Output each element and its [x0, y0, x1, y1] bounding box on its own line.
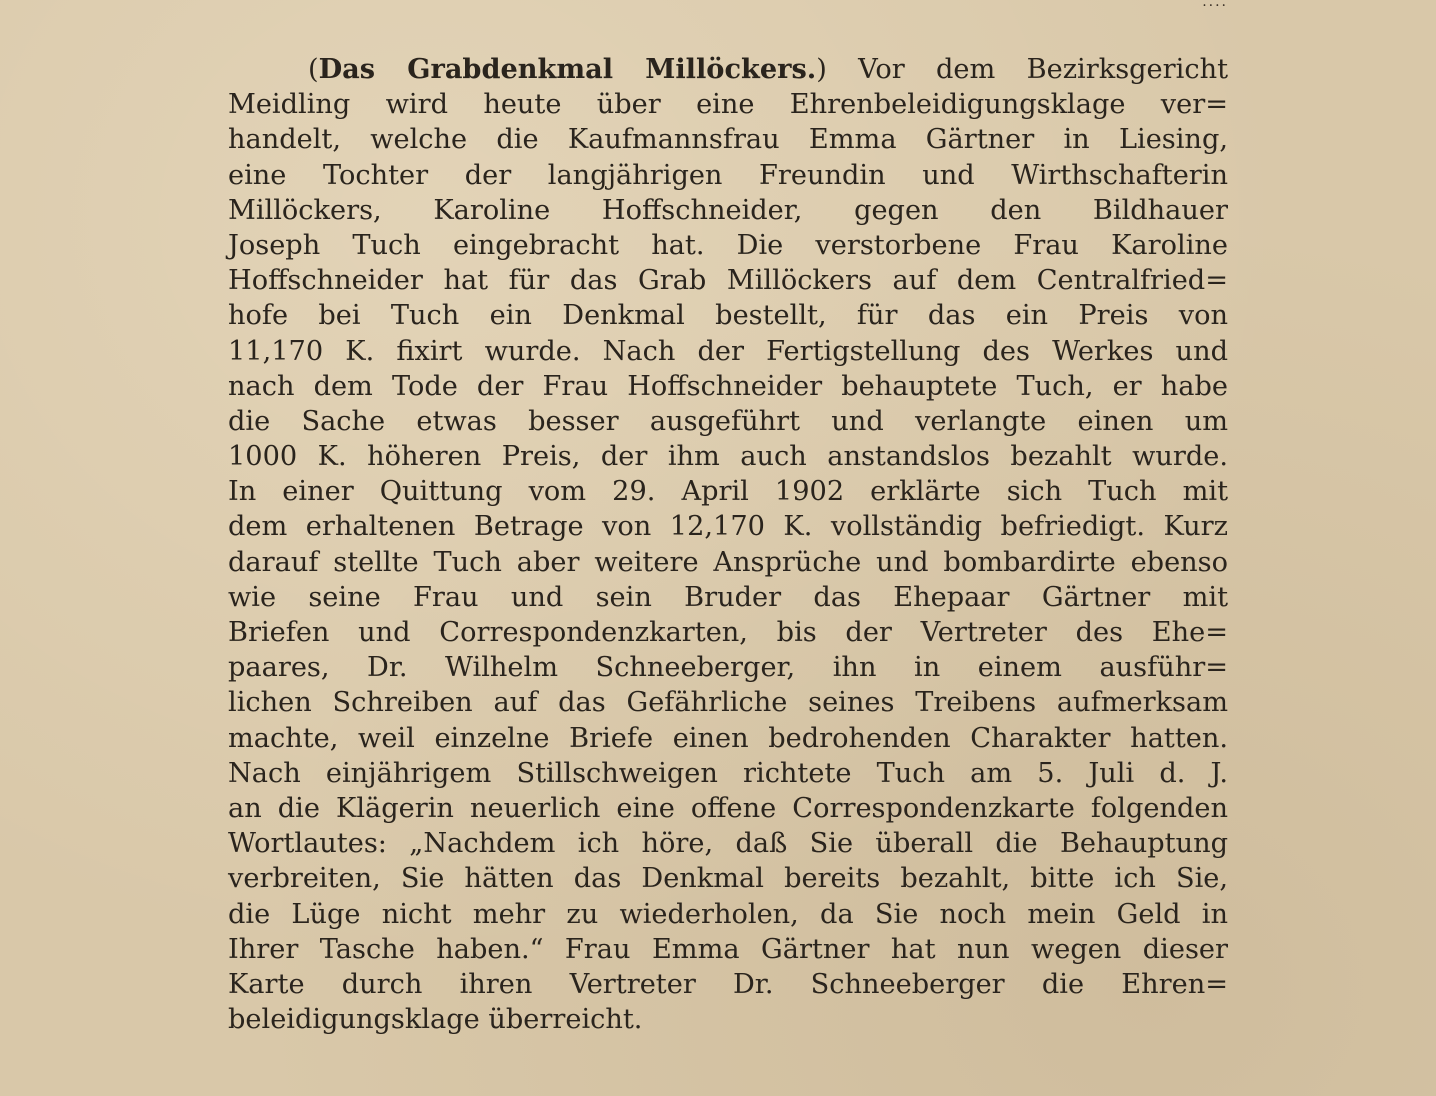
- article-line: Briefen und Correspondenzkarten, bis der Vertreter des Ehe=: [228, 617, 1228, 648]
- article-line: Nach einjährigem Stillschweigen richtete Tuch am 5. Juli d. J.: [228, 757, 1228, 789]
- article-line: eine Tochter der langjährigen Freundin und Wirthschafterin: [228, 159, 1228, 191]
- article-line: Hoffschneider hat für das Grab Millöckers auf dem Centralfried=: [228, 265, 1228, 297]
- article-line: lichen Schreiben auf das Gefährliche seines Treibens aufmerksam: [228, 687, 1228, 719]
- article-line-1-rest: Vor dem Bezirksgericht: [826, 54, 1229, 85]
- article-line: dem erhaltenen Betrage von 12,170 K. vollständig befriedigt. Kurz: [228, 511, 1228, 543]
- article-line: Meidling wird heute über eine Ehrenbeleidigungsklage ver=: [228, 89, 1228, 121]
- article-heading: Das Grabdenkmal Millöckers.: [318, 53, 817, 85]
- page-edge-mark: ....: [1202, 0, 1228, 10]
- article-line: paares, Dr. Wilhelm Schneeberger, ihn in einem ausführ=: [228, 652, 1228, 684]
- article-line: hofe bei Tuch ein Denkmal bestellt, für das ein Preis von: [228, 300, 1228, 332]
- article-line: die Lüge nicht mehr zu wiederholen, da Sie noch mein Geld in: [228, 898, 1228, 930]
- article-line: machte, weil einzelne Briefe einen bedrohenden Charakter hatten.: [228, 722, 1228, 754]
- article-line: Joseph Tuch eingebracht hat. Die verstorbene Frau Karoline: [228, 229, 1228, 261]
- heading-open-paren: (: [308, 54, 319, 85]
- article-line: darauf stellte Tuch aber weitere Ansprüche und bombardirte ebenso: [228, 546, 1228, 578]
- article-line: verbreiten, Sie hätten das Denkmal bereits bezahlt, bitte ich Sie,: [228, 863, 1228, 895]
- article-line: In einer Quittung vom 29. April 1902 erklärte sich Tuch mit: [228, 476, 1228, 508]
- article-line: handelt, welche die Kaufmannsfrau Emma Gärtner in Liesing,: [228, 124, 1228, 156]
- article-line-last: beleidigungsklage überreicht.: [228, 1004, 643, 1036]
- article-line: Ihrer Tasche haben.“ Frau Emma Gärtner hat nun wegen dieser: [228, 933, 1228, 965]
- article-line: wie seine Frau und sein Bruder das Ehepaar Gärtner mit: [228, 581, 1228, 613]
- article-line: nach dem Tode der Frau Hoffschneider behauptete Tuch, er habe: [228, 370, 1228, 402]
- article-line: die Sache etwas besser ausgeführt und verlangte einen um: [228, 405, 1228, 437]
- article-line-1: [228, 52, 1228, 87]
- article-line: 11,170 K. fixirt wurde. Nach der Fertigstellung des Werkes und: [228, 335, 1228, 367]
- article-line: Millöckers, Karoline Hoffschneider, gegen den Bildhauer: [228, 194, 1228, 226]
- heading-close-paren: ): [816, 54, 827, 85]
- article-line: an die Klägerin neuerlich eine offene Correspondenzkarte folgenden: [228, 792, 1228, 824]
- article-line: Karte durch ihren Vertreter Dr. Schneeberger die Ehren=: [228, 968, 1228, 1000]
- news-article: [228, 52, 1228, 1037]
- article-line: 1000 K. höheren Preis, der ihm auch anstandslos bezahlt wurde.: [228, 441, 1228, 473]
- article-line: Wortlautes: „Nachdem ich höre, daß Sie überall die Behauptung: [228, 828, 1228, 860]
